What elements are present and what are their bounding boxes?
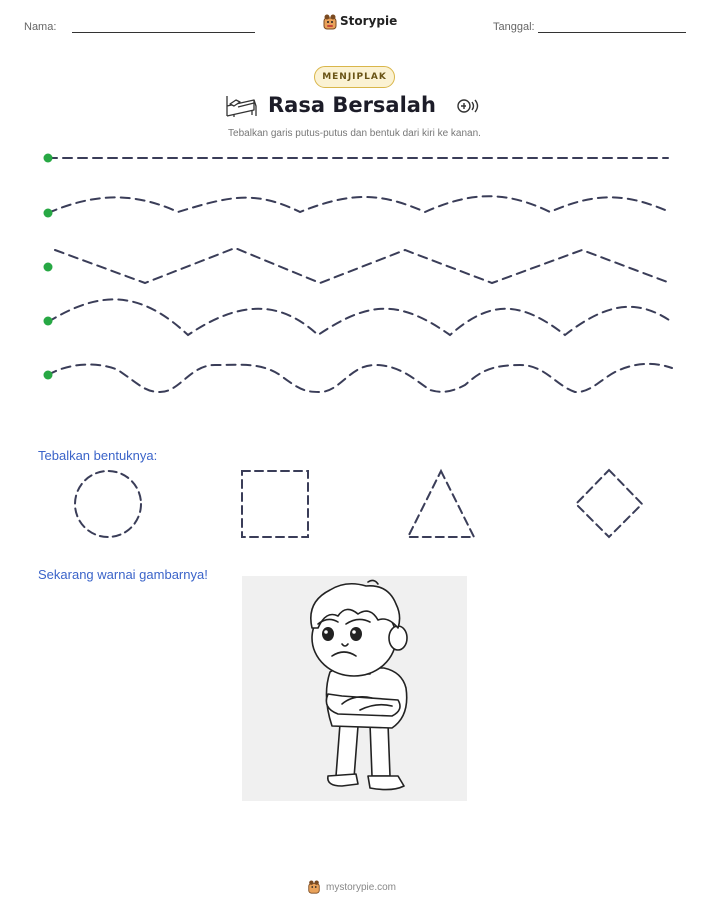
instruction-text: Tebalkan garis putus-putus dan bentuk dari kiri ke kanan. — [228, 128, 481, 139]
tracing-shapes — [0, 465, 709, 545]
shapes-prompt: Tebalkan bentuknya: — [38, 448, 158, 463]
guilty-boy-illustration — [242, 576, 467, 801]
start-dot — [44, 209, 53, 218]
brand-logo — [322, 13, 398, 31]
wave-trace-line-1 — [48, 196, 670, 213]
name-label: Nama: — [24, 21, 57, 33]
triangle-trace-shape — [408, 471, 474, 537]
square-trace-shape — [242, 471, 308, 537]
wave-trace-line-2 — [48, 299, 672, 335]
storypie-logo-icon — [322, 13, 338, 31]
coloring-picture[interactable] — [242, 576, 467, 801]
zigzag-trace-line — [55, 248, 670, 283]
page-title: Rasa Bersalah — [268, 93, 436, 117]
wave-trace-line-3 — [48, 364, 672, 392]
start-dot — [44, 317, 53, 326]
date-label: Tanggal: — [493, 21, 535, 33]
speaker-icon[interactable] — [456, 97, 482, 115]
storypie-logo-icon — [307, 879, 321, 895]
activity-badge: MENJIPLAK — [314, 66, 395, 88]
diamond-trace-shape — [576, 470, 642, 537]
footer-url[interactable]: mystorypie.com — [326, 882, 397, 893]
color-prompt: Sekarang warnai gambarnya! — [38, 567, 208, 582]
start-dot — [44, 263, 53, 272]
bed-icon — [224, 92, 258, 118]
start-dot — [44, 371, 53, 380]
date-line[interactable] — [538, 32, 686, 33]
circle-trace-shape — [75, 471, 141, 537]
brand-name: Storypie — [340, 14, 398, 28]
name-line[interactable] — [72, 32, 255, 33]
start-dot — [44, 154, 53, 163]
tracing-lines — [0, 140, 709, 400]
